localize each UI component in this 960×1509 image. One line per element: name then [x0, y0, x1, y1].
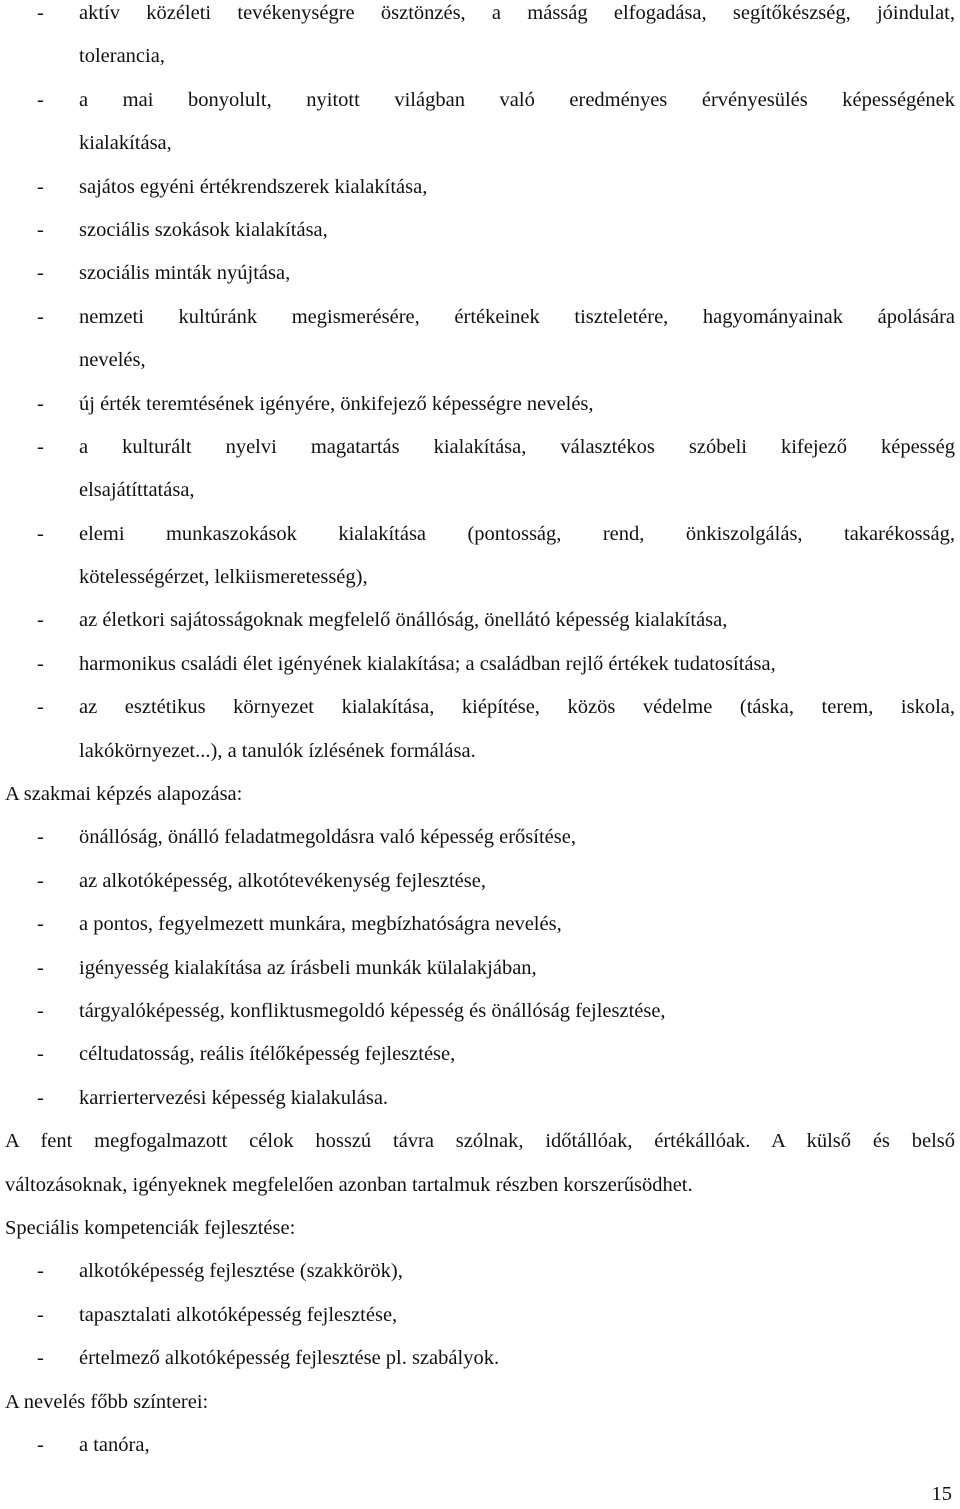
list-item: [5, 209, 955, 252]
bullet-dash: -: [37, 218, 44, 241]
list-item: [5, 383, 955, 426]
bullet-dash: -: [37, 826, 44, 849]
list-item: [5, 1337, 955, 1380]
line-text: Speciális kompetenciák fejlesztése:: [5, 1216, 296, 1239]
bullet-dash: -: [37, 1260, 44, 1283]
line-text: harmonikus családi élet igényének kialakítása; a családban rejlő értékek tudatosítása,: [79, 652, 776, 675]
line-text: alkotóképesség fejlesztése (szakkörök),: [79, 1260, 403, 1283]
list-item-continuation: [5, 339, 955, 382]
line-text: céltudatosság, reális ítélőképesség fejlesztése,: [79, 1043, 456, 1066]
line-text: elsajátíttatása,: [79, 479, 195, 502]
bullet-dash: -: [37, 1347, 44, 1370]
line-text: A szakmai képzés alapozása:: [5, 783, 243, 806]
line-text: nemzeti kultúránk megismerésére, értékeinek tiszteletére, hagyományainak ápolására: [79, 305, 955, 328]
line-text: aktív közéleti tevékenységre ösztönzés, a másság elfogadása, segítőkészség, jóindulat,: [79, 2, 955, 24]
list-item: [5, 1294, 955, 1337]
bullet-dash: -: [37, 88, 44, 111]
line-text: az alkotóképesség, alkotótevékenység fejlesztése,: [79, 869, 486, 892]
bullet-dash: -: [37, 1433, 44, 1456]
bullet-dash: -: [37, 869, 44, 892]
line-text: tolerancia,: [79, 45, 165, 68]
line-text: új érték teremtésének igényére, önkifejező képességre nevelés,: [79, 392, 594, 415]
list-item-continuation: [5, 556, 955, 599]
bullet-dash: -: [37, 522, 44, 545]
list-item: [5, 1033, 955, 1076]
line-text: kialakítása,: [79, 132, 172, 155]
bullet-dash: -: [37, 1086, 44, 1109]
line-text: a kulturált nyelvi magatartás kialakítása, választékos szóbeli kifejező képesség: [79, 435, 955, 458]
list-item: [5, 860, 955, 903]
line-text: nevelés,: [79, 349, 146, 372]
list-item: [5, 903, 955, 946]
list-item: [5, 990, 955, 1033]
line-text: önállóság, önálló feladatmegoldásra való képesség erősítése,: [79, 826, 576, 849]
paragraph-line: [5, 1164, 955, 1207]
list-item: [5, 513, 955, 556]
bullet-dash: -: [37, 913, 44, 936]
list-item-continuation: [5, 35, 955, 78]
line-text: szociális szokások kialakítása,: [79, 218, 328, 241]
bullet-dash: -: [37, 2, 44, 24]
line-text: elemi munkaszokások kialakítása (pontosság, rend, önkiszolgálás, takarékosság,: [79, 522, 955, 545]
bullet-dash: -: [37, 392, 44, 415]
list-item: [5, 79, 955, 122]
list-item-continuation: [5, 469, 955, 512]
paragraph-line: [5, 1207, 955, 1250]
line-text: a mai bonyolult, nyitott világban való eredményes érvényesülés képességének: [79, 88, 955, 111]
bullet-dash: -: [37, 305, 44, 328]
line-text: kötelességérzet, lelkiismeretesség),: [79, 566, 368, 589]
list-item-continuation: [5, 122, 955, 165]
bullet-dash: -: [37, 1303, 44, 1326]
list-item: [5, 686, 955, 729]
line-text: a tanóra,: [79, 1433, 150, 1456]
bullet-dash: -: [37, 652, 44, 675]
line-text: tapasztalati alkotóképesség fejlesztése,: [79, 1303, 398, 1326]
line-text: igényesség kialakítása az írásbeli munkák külalakjában,: [79, 956, 537, 979]
line-text: az esztétikus környezet kialakítása, kiépítése, közös védelme (táska, terem, iskola,: [79, 696, 955, 719]
line-text: karriertervezési képesség kialakulása.: [79, 1086, 389, 1109]
bullet-dash: -: [37, 262, 44, 285]
bullet-dash: -: [37, 999, 44, 1022]
line-text: változásoknak, igényeknek megfelelően azonban tartalmuk részben korszerűsödhet.: [5, 1173, 693, 1196]
bullet-dash: -: [37, 696, 44, 719]
bullet-dash: -: [37, 435, 44, 458]
paragraph-line: [5, 773, 955, 816]
list-item: [5, 1250, 955, 1293]
list-item: [5, 252, 955, 295]
list-item: [5, 947, 955, 990]
line-text: sajátos egyéni értékrendszerek kialakítása,: [79, 175, 428, 198]
list-item: [5, 426, 955, 469]
line-text: értelmező alkotóképesség fejlesztése pl. szabályok.: [79, 1347, 500, 1370]
paragraph-line: [5, 1120, 955, 1163]
line-text: A nevelés főbb színterei:: [5, 1390, 209, 1413]
list-item: [5, 1424, 955, 1467]
page-number: 15: [931, 1483, 952, 1505]
line-text: tárgyalóképesség, konfliktusmegoldó képesség és önállóság fejlesztése,: [79, 999, 666, 1022]
line-text: lakókörnyezet...), a tanulók ízlésének formálása.: [79, 739, 476, 762]
list-item: [5, 166, 955, 209]
list-item: [5, 1077, 955, 1120]
list-item: [5, 816, 955, 859]
list-item: [5, 599, 955, 642]
bullet-dash: -: [37, 1043, 44, 1066]
line-text: szociális minták nyújtása,: [79, 262, 291, 285]
list-item: [5, 296, 955, 339]
document-body: [5, 0, 955, 1467]
bullet-dash: -: [37, 175, 44, 198]
paragraph-line: [5, 1381, 955, 1424]
list-item: [5, 643, 955, 686]
list-item-continuation: [5, 730, 955, 773]
line-text: az életkori sajátosságoknak megfelelő önállóság, önellátó képesség kialakítása,: [79, 609, 728, 632]
line-text: A fent megfogalmazott célok hosszú távra szólnak, időtállóak, értékállóak. A külső és belső: [5, 1130, 955, 1153]
list-item: [5, 0, 955, 35]
bullet-dash: -: [37, 956, 44, 979]
line-text: a pontos, fegyelmezett munkára, megbízhatóságra nevelés,: [79, 913, 562, 936]
bullet-dash: -: [37, 609, 44, 632]
